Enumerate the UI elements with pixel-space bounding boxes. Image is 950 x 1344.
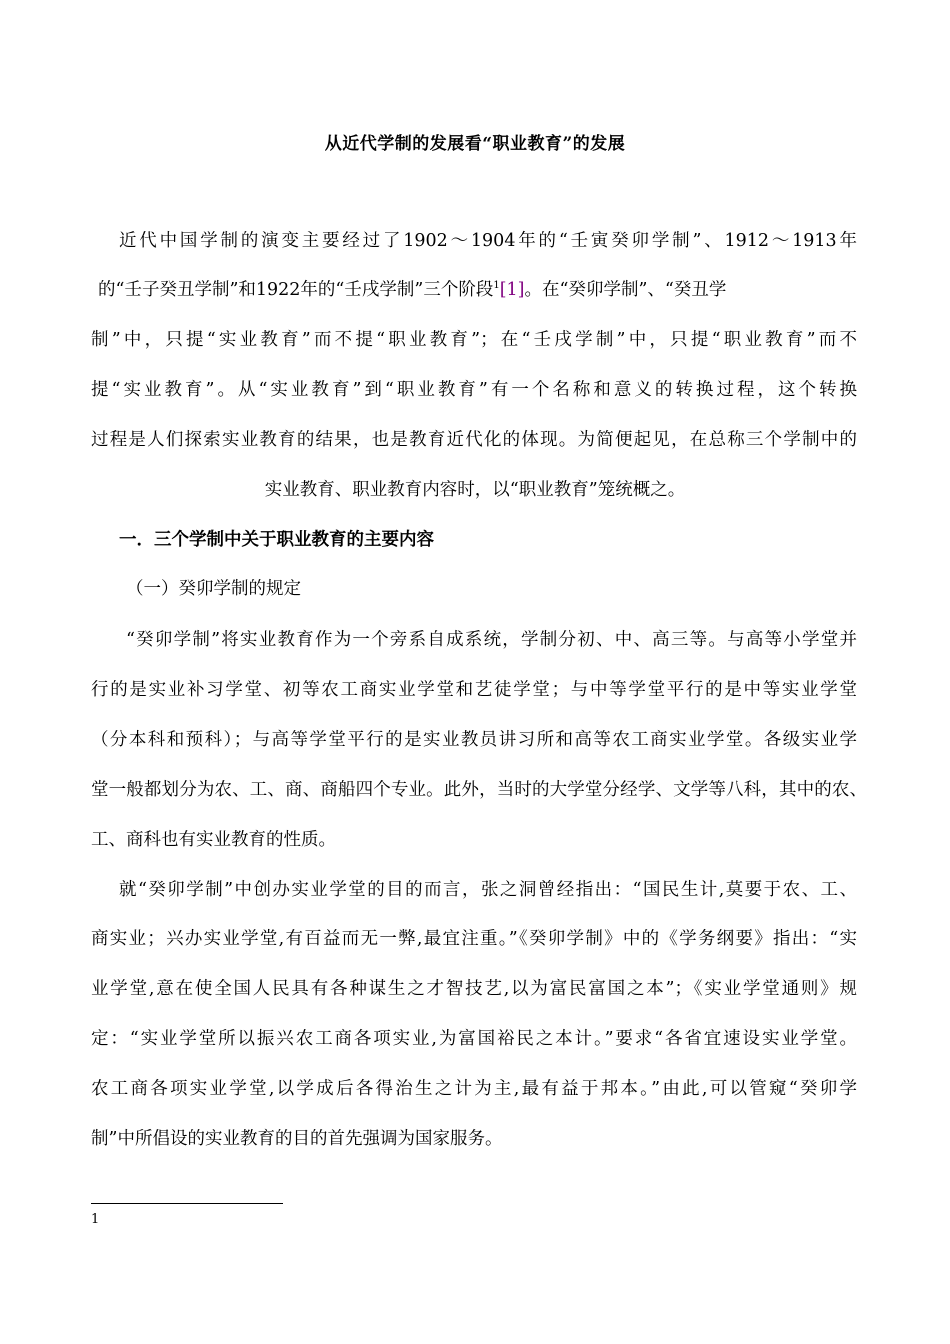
intro-line-6: 实业教育、职业教育内容时，以“职业教育”笼统概之。	[264, 480, 686, 500]
intro-line-2	[98, 278, 726, 302]
para3-line-5: 农工商各项实业学堂,以学成后各得治生之计为主,最有益于邦本。”由此,可以管窥“癸卯学	[91, 1079, 857, 1099]
footnote-separator	[91, 1203, 283, 1204]
intro-line-4: 提“实业教育”。从“实业教育”到“职业教育”有一个名称和意义的转换过程，这个转换	[91, 380, 857, 400]
para3-line-3: 业学堂,意在使全国人民具有各种谋生之才智技艺,以为富民富国之本”；《实业学堂通则》规	[91, 979, 857, 999]
section-heading: 一．三个学制中关于职业教育的主要内容	[119, 530, 434, 550]
para3-line-1: 就“癸卯学制”中创办实业学堂的目的而言，张之洞曾经指出：“国民生计,莫要于农、工、	[119, 880, 857, 900]
para3-line-6: 制”中所倡设的实业教育的目的首先强调为国家服务。	[91, 1129, 503, 1149]
intro-line-1: 近代中国学制的演变主要经过了1902～1904年的“壬寅癸卯学制”、1912～1913年	[119, 231, 857, 251]
para2-line-5: 工、商科也有实业教育的性质。	[91, 830, 336, 850]
para2-line-3: （分本科和预科）；与高等学堂平行的是实业教员讲习所和高等农工商实业学堂。各级实业学	[91, 730, 857, 750]
subsection-heading: （一）癸卯学制的规定	[126, 579, 301, 599]
para3-line-2: 商实业；兴办实业学堂,有百益而无一弊,最宜注重。”《癸卯学制》中的《学务纲要》指出：“实	[91, 929, 857, 949]
intro-line-5: 过程是人们探索实业教育的结果，也是教育近代化的体现。为简便起见，在总称三个学制中的	[91, 430, 857, 450]
intro-line-3: 制”中，只提“实业教育”而不提“职业教育”；在“壬戌学制”中，只提“职业教育”而不	[91, 330, 857, 350]
footnote-number: 1	[91, 1212, 100, 1227]
para2-line-1: “癸卯学制”将实业教育作为一个旁系自成系统，学制分初、中、高三等。与高等小学堂并	[126, 630, 857, 650]
intro-line-2-text: 的“壬子癸丑学制”和1922年的“壬戌学制”三个阶段	[98, 280, 494, 300]
reference-link[interactable]: [1]	[499, 280, 525, 300]
intro-line-2-tail: 。在“癸卯学制”、“癸丑学	[524, 280, 727, 300]
para3-line-4: 定：“实业学堂所以振兴农工商各项实业,为富国裕民之本计。”要求“各省宜速设实业学堂。	[91, 1029, 857, 1049]
document-title: 从近代学制的发展看“职业教育”的发展	[324, 134, 626, 154]
footnote-marker[interactable]: 1	[493, 280, 500, 292]
para2-line-4: 堂一般都划分为农、工、商、商船四个专业。此外，当时的大学堂分经学、文学等八科，其中的农、	[91, 780, 867, 800]
para2-line-2: 行的是实业补习学堂、初等农工商实业学堂和艺徒学堂；与中等学堂平行的是中等实业学堂	[91, 680, 857, 700]
